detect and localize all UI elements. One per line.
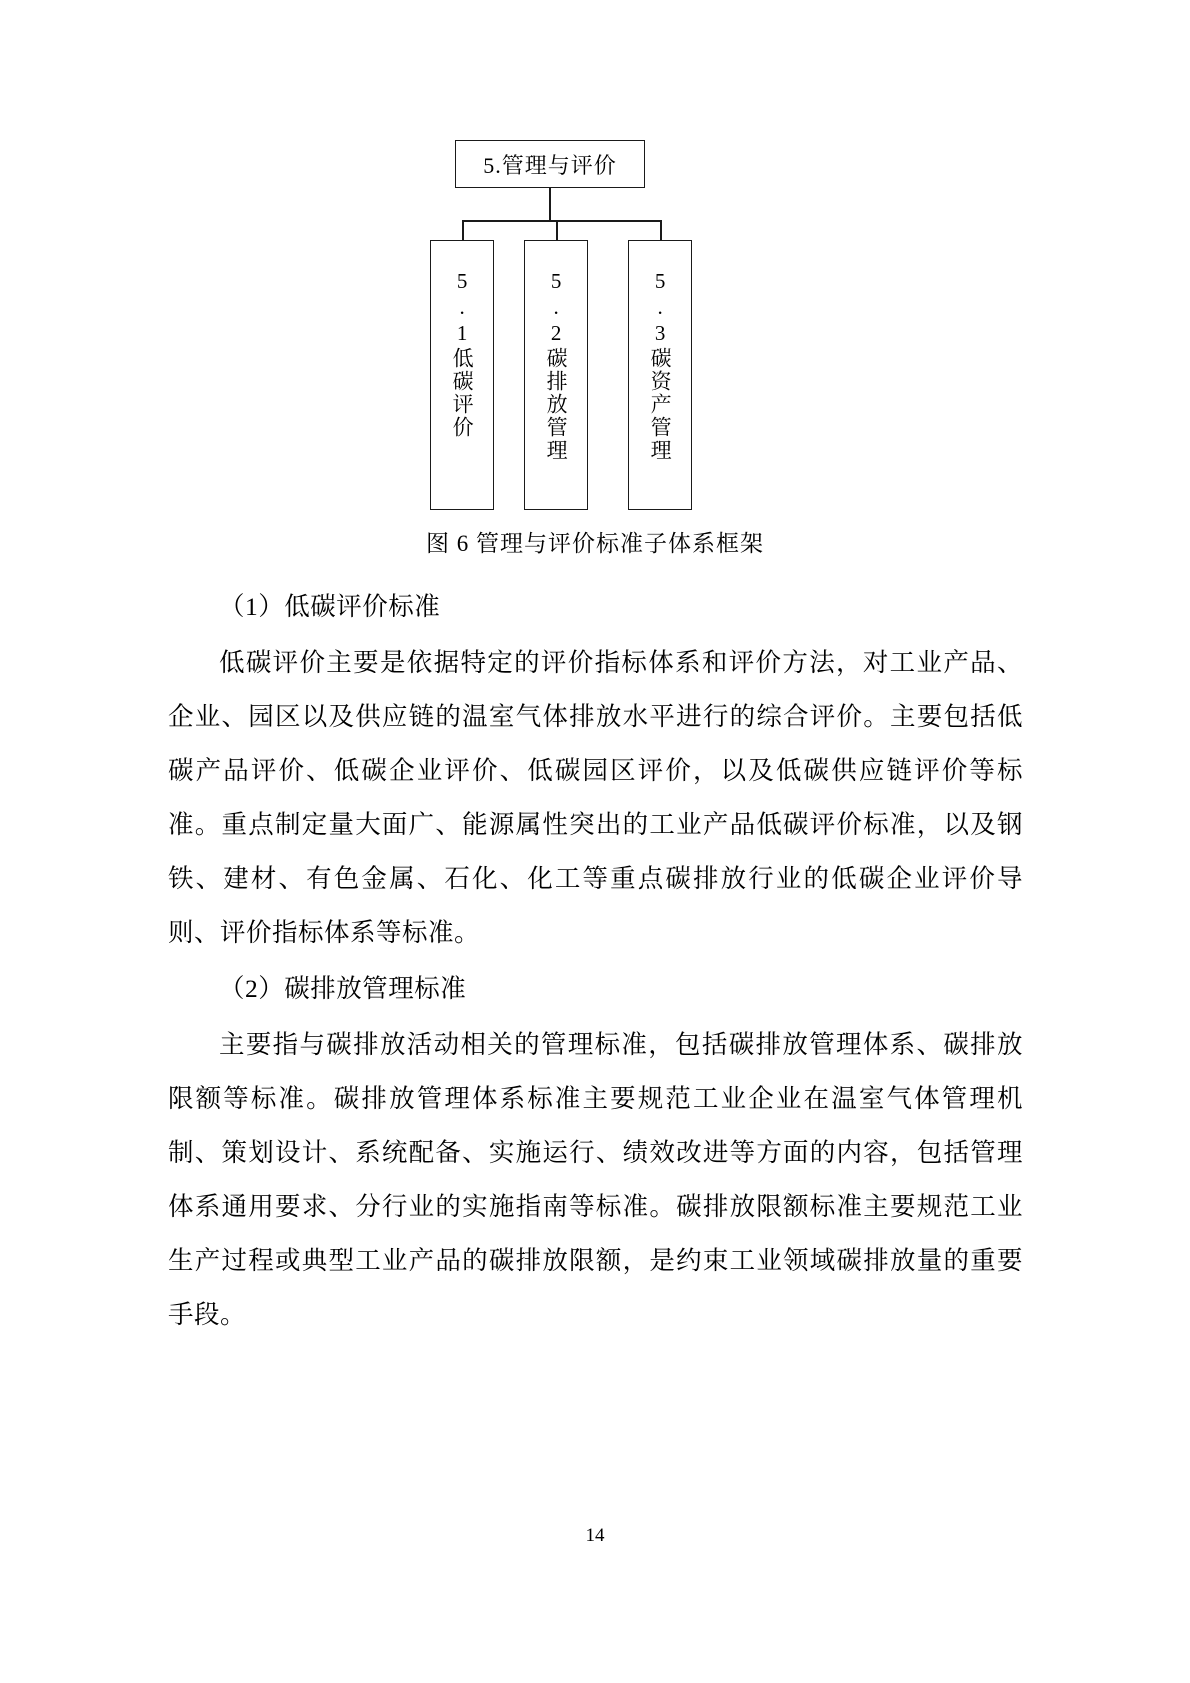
diagram-connector-drop-3 <box>660 220 662 240</box>
diagram-node-leaf-2-label: 5.2碳排放管理 <box>544 269 569 462</box>
diagram-node-root <box>455 140 645 188</box>
diagram-connector-stem <box>549 188 551 221</box>
figure-standard-system-diagram <box>0 120 1190 520</box>
diagram-connector-drop-1 <box>462 220 464 240</box>
paragraph-2: 主要指与碳排放活动相关的管理标准，包括碳排放管理体系、碳排放限额等标准。碳排放管理体系标准主要规范工业企业在温室气体管理机制、策划设计、系统配备、实施运行、绩效改进等方面的内容，包括管理体系通用要求、分行业的实施指南等标准。碳排放限额标准主要规范工业生产过程或典型工业产品的碳排放限额，是约束工业领域碳排放量的重要手段。 <box>168 1030 1023 1329</box>
diagram-node-leaf-2 <box>524 240 588 510</box>
page-number: 14 <box>585 1525 605 1546</box>
diagram-node-leaf-1 <box>430 240 494 510</box>
diagram-connector-drop-2 <box>556 220 558 240</box>
figure-caption: 图 6 管理与评价标准子体系框架 <box>426 531 764 556</box>
diagram-node-leaf-3 <box>628 240 692 510</box>
section-heading-2: （2）碳排放管理标准 <box>219 974 467 1003</box>
paragraph-1: 低碳评价主要是依据特定的评价指标体系和评价方法，对工业产品、企业、园区以及供应链的温室气体排放水平进行的综合评价。主要包括低碳产品评价、低碳企业评价、低碳园区评价，以及低碳供应链评价等标准。重点制定量大面广、能源属性突出的工业产品低碳评价标准，以及钢铁、建材、有色金属、石化、化工等重点碳排放行业的低碳企业评价导则、评价指标体系等标准。 <box>168 648 1023 947</box>
section-heading-1: （1）低碳评价标准 <box>219 592 441 621</box>
diagram-node-leaf-3-label: 5.3碳资产管理 <box>648 269 673 462</box>
body-content <box>168 580 1023 1344</box>
diagram-node-leaf-1-label: 5.1低碳评价 <box>450 269 475 439</box>
diagram-connector-bus <box>462 220 662 222</box>
diagram-node-root-label: 5.管理与评价 <box>483 152 617 178</box>
